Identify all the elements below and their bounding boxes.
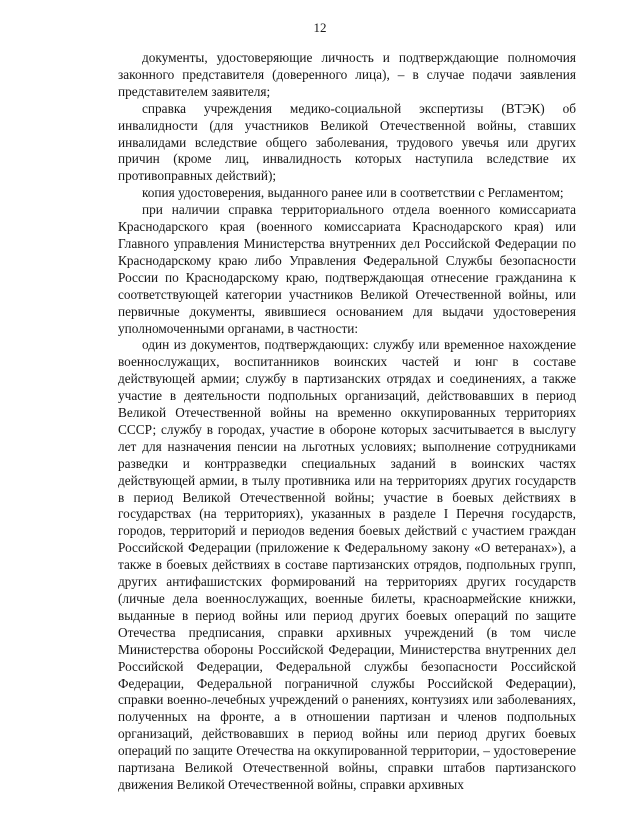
document-body: [118, 50, 576, 794]
paragraph-representative-documents: документы, удостоверяющие личность и подтверждающие полномочия законного представителя (доверенного лица), – в случае подачи заявления представителем заявителя;: [118, 50, 576, 99]
paragraph-military-commissariat: при наличии справка территориального отдела военного комиссариата Краснодарского края (военного комиссариата Краснодарского края) или Главного управления Министерства внутренних дел Российской Федерации по Краснодарскому краю либо Управления Федеральной Службы безопасности России по Краснодарскому краю, подтверждающая отнесение гражданина к соответствующей категории участников Великой Отечественной войны, или первичные документы, явившиеся основанием для выдачи удостоверения уполномоченными органами, в частности:: [118, 202, 576, 336]
paragraph-certificate-copy: копия удостоверения, выданного ранее или в соответствии с Регламентом;: [142, 185, 564, 201]
paragraph-service-documents: один из документов, подтверждающих: службу или временное нахождение военнослужащих, воспитанников воинских частей и юнг в составе действующей армии; службу в партизанских отрядах и соединениях, а также участие в деятельности подпольных организаций, действовавших в период Великой Отечественной войны на временно оккупированных территориях СССР; службу в городах, участие в обороне которых засчитывается в выслугу лет для назначения пенсии на льготных условиях; выполнение сотрудниками разведки и контрразведки специальных заданий в воинских частях действующей армии, в тылу противника или на территориях других государств в период Великой Отечественной войны; участие в боевых действиях в государствах (на территориях), указанных в разделе I Перечня государств, городов, территорий и периодов ведения боевых действий с участием граждан Российской Федерации (приложение к Федеральному закону «О ветеранах»), а также в боевых действиях в составе партизанских отрядов, подпольных групп, других антифашистских формирований на территориях других государств (личные дела военнослужащих, военные билеты, красноармейские книжки, выданные в период войны или период других боевых операций по защите Отечества предписания, справки архивных учреждений (в том числе Министерства обороны Российской Федерации, Министерства внутренних дел Российской Федерации, Федеральной службы безопасности Российской Федерации, Федеральной пограничной службы Российской Федерации), справки военно-лечебных учреждений о ранениях, контузиях или заболеваниях, полученных на фронте, а в отношении партизан и членов подпольных организаций, действовавших в период войны или период других боевых операций по защите Отечества на оккупированной территории, – удостоверение партизана Великой Отечественной войны, справки штабов партизанского движения Великой Отечественной войны, справки архивных: [118, 337, 576, 792]
page-number: 12: [313, 20, 327, 35]
paragraph-disability-certificate: справка учреждения медико-социальной экспертизы (ВТЭК) об инвалидности (для участников Великой Отечественной войны, ставших инвалидами вследствие общего заболевания, трудового увечья или других причин (кроме лиц, инвалидность которых наступила вследствие их противоправных действий);: [118, 100, 576, 184]
